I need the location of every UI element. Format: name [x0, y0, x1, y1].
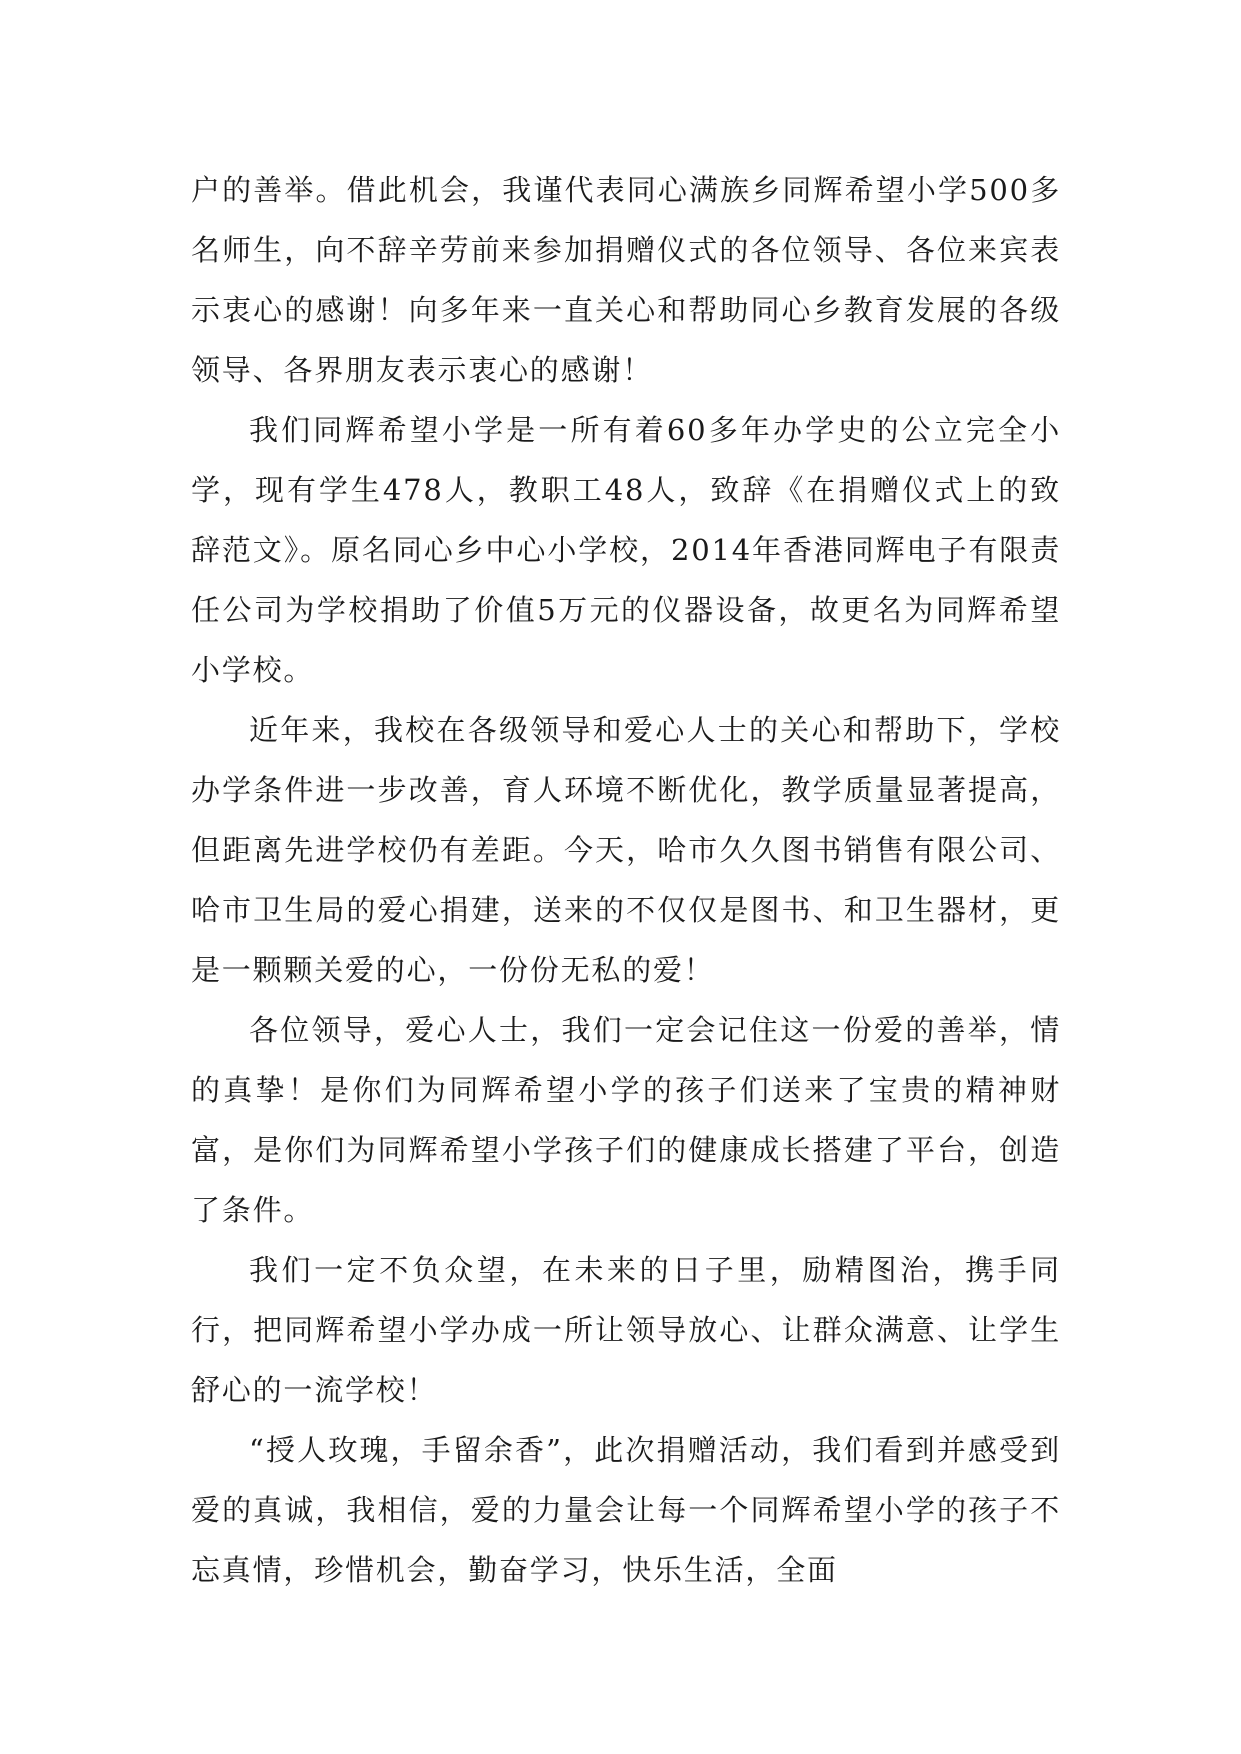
- paragraph-6: “授人玫瑰，手留余香”，此次捐赠活动，我们看到并感受到爱的真诚，我相信，爱的力量会让每一个同辉希望小学的孩子不忘真情，珍惜机会，勤奋学习，快乐生活，全面: [191, 1433, 1061, 1587]
- paragraph-1: 户的善举。借此机会，我谨代表同心满族乡同辉希望小学500多名师生，向不辞辛劳前来参加捐赠仪式的各位领导、各位来宾表示衷心的感谢！向多年来一直关心和帮助同心乡教育发展的各级领导、各界朋友表示衷心的感谢！: [191, 173, 1061, 387]
- paragraph-2: 我们同辉希望小学是一所有着60多年办学史的公立完全小学，现有学生478人，教职工48人，致辞《在捐赠仪式上的致辞范文》。原名同心乡中心小学校，2014年香港同辉电子有限责任公司为学校捐助了价值5万元的仪器设备，故更名为同辉希望小学校。: [191, 413, 1061, 687]
- paragraph-5: 我们一定不负众望，在未来的日子里，励精图治，携手同行，把同辉希望小学办成一所让领导放心、让群众满意、让学生舒心的一流学校！: [191, 1253, 1061, 1407]
- paragraph-4: 各位领导，爱心人士，我们一定会记住这一份爱的善举，情的真挚！是你们为同辉希望小学的孩子们送来了宝贵的精神财富，是你们为同辉希望小学孩子们的健康成长搭建了平台，创造了条件。: [191, 1013, 1061, 1227]
- document-body: [191, 160, 1061, 1600]
- paragraph-3: 近年来，我校在各级领导和爱心人士的关心和帮助下，学校办学条件进一步改善，育人环境不断优化，教学质量显著提高，但距离先进学校仍有差距。今天，哈市久久图书销售有限公司、哈市卫生局的爱心捐建，送来的不仅仅是图书、和卫生器材，更是一颗颗关爱的心，一份份无私的爱！: [191, 713, 1061, 987]
